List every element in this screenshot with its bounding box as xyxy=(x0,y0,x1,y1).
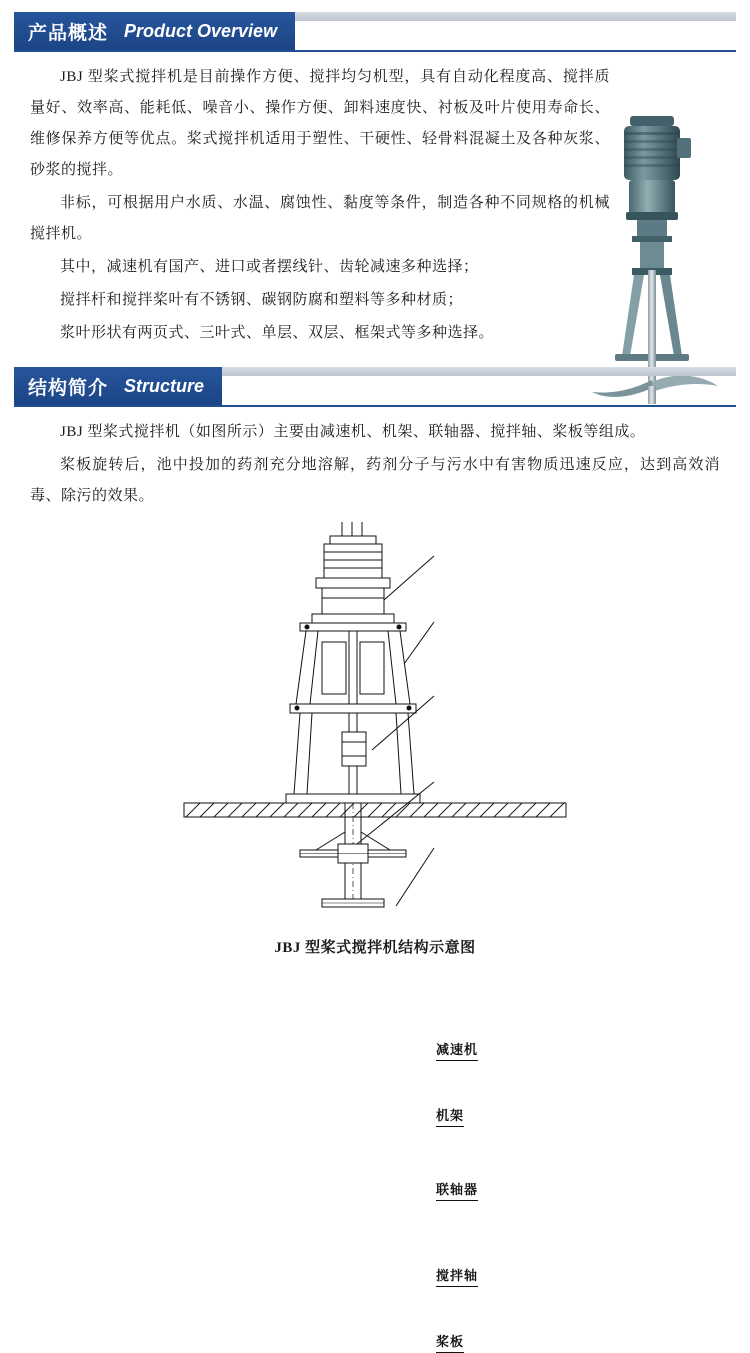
callout-frame xyxy=(436,1105,464,1127)
structure-paragraph-2: 桨板旋转后，池中投加的药剂充分地溶解，药剂分子与污水中有害物质迅速反应，达到高效消毒、除污的效果。 xyxy=(30,457,720,504)
overview-body xyxy=(0,52,750,349)
overview-paragraph-2: 非标，可根据用户水质、水温、腐蚀性、黏度等条件，制造各种不同规格的机械搅拌机。 xyxy=(30,195,610,242)
structure-paragraph-1: JBJ 型桨式搅拌机（如图所示）主要由减速机、机架、联轴器、搅拌轴、桨板等组成。 xyxy=(60,424,646,440)
callout-frame-label: 机架 xyxy=(436,1108,465,1123)
callout-reducer xyxy=(436,1039,478,1061)
section-title-cn-2: 结构简介 xyxy=(28,377,109,399)
section-header-overview xyxy=(14,12,736,52)
callout-rule xyxy=(436,1060,478,1061)
overview-paragraph-5: 浆叶形状有两页式、三叶式、单层、双层、框架式等多种选择。 xyxy=(60,325,495,341)
structure-body xyxy=(0,407,750,512)
section-header-structure xyxy=(14,367,736,407)
callout-coupling xyxy=(436,1179,478,1201)
section-title-cn: 产品概述 xyxy=(28,22,109,44)
section-title-en: Product Overview xyxy=(124,20,278,41)
overview-text-column xyxy=(30,62,610,349)
callout-coupling-label: 联轴器 xyxy=(436,1182,479,1197)
section-header-tail xyxy=(295,12,736,21)
product-photo xyxy=(582,110,732,410)
callout-rule xyxy=(436,1126,464,1127)
document-page xyxy=(0,12,750,1349)
section-header-tail-2 xyxy=(222,367,736,376)
section-title-en-2: Structure xyxy=(124,375,205,396)
callout-reducer-label: 减速机 xyxy=(436,1042,479,1057)
overview-paragraph-1: JBJ 型桨式搅拌机是目前操作方便、搅拌均匀机型，具有自动化程度高、搅拌质量好、效率高、能耗低、噪音小、操作方便、卸料速度快、衬板及叶片使用寿命长、维修保养方便等优点。桨式搅拌机适用于塑性、干硬性、轻骨料混凝土及各种灰浆、砂浆的搅拌。 xyxy=(30,69,610,178)
callout-stirring-shaft xyxy=(436,1265,478,1287)
callout-rule xyxy=(436,1286,478,1287)
section-header-band-2 xyxy=(14,367,222,405)
diagram-caption: JBJ 型桨式搅拌机结构示意图 xyxy=(274,940,476,956)
callout-rule xyxy=(436,1200,478,1201)
section-header-band xyxy=(14,12,295,50)
structure-diagram-svg xyxy=(0,514,750,914)
overview-paragraph-4: 搅拌杆和搅拌桨叶有不锈钢、碳钢防腐和塑料等多种材质； xyxy=(60,292,464,308)
overview-paragraph-3: 其中，减速机有国产、进口或者摆线针、齿轮减速多种选择； xyxy=(60,259,479,275)
callout-paddle xyxy=(436,1331,464,1353)
callout-stirring-shaft-label: 搅拌轴 xyxy=(436,1268,479,1283)
callout-paddle-label: 桨板 xyxy=(436,1334,465,1349)
